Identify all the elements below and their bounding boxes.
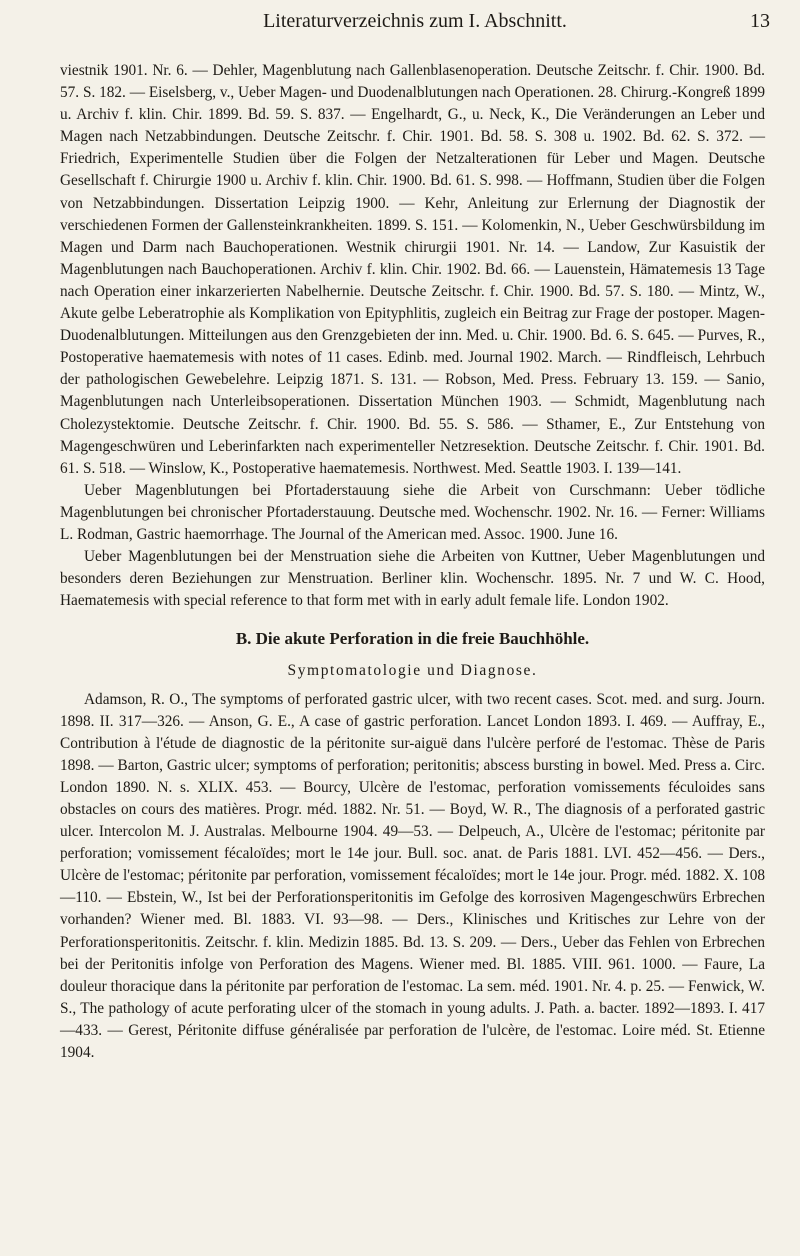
bibliography-paragraph: Ueber Magenblutungen bei der Menstruation siehe die Arbeiten von Kuttner, Ueber Magenblutungen und besonders deren Beziehungen zur Menstruation. Berliner klin. Wochenschr. 1895. Nr. 7 und W. C. Hood, Haematemesis with special reference to that form met with in early adult female life. London 1902. xyxy=(60,548,765,610)
section-heading: B. Die akute Perforation in die freie Bauchhöhle. xyxy=(235,629,590,649)
bibliography-paragraph: Adamson, R. O., The symptoms of perforated gastric ulcer, with two recent cases. Scot. med. and surg. Journ. 1898. II. 317—326. — Anson, G. E., A case of gastric perforation. Lancet London 1893. I. 469. — Auffray, E., Contribution à l'étude de diagnostic de la péritonite sur-aiguë dans l'ulcère perforé de l'estomac. Thèse de Paris 1898. — Barton, Gastric ulcer; symptoms of perforation; peritonitis; abscess bursting in bowel. Med. Press a. Circ. London 1890. N. s. XLIX. 453. — Bourcy, Ulcère de l'estomac, perforation vomissements féculoides sans obstacles on cours des matières. Progr. méd. 1882. Nr. 51. — Boyd, W. R., The diagnosis of a perforated gastric ulcer. Intercolon M. J. Australas. Melbourne 1904. 49—53. — Delpeuch, A., Ulcère de l'estomac; péritonite par perforation; vomissement fécaloïdes; mort le 14e jour. Bull. soc. anat. de Paris 1881. LVI. 452—456. — Ders., Ulcère de l'estomac; péritonite par perforation, vomissement fécaloïdes; mort le 14e jour. Progr. méd. 1882. X. 108—110. — Ebstein, W., Ist bei der Perforationsperitonitis im Gefolge des korrosiven Magengeschwürs Erbrechen vorhanden? Wiener med. Bl. 1883. VI. 93—98. — Ders., Klinisches und Kritisches zur Lehre von der Perforationsperitonitis. Zeitschr. f. klin. Medizin 1885. Bd. 13. S. 209. — Ders., Ueber das Fehlen von Erbrechen bei der Peritonitis infolge von Perforation des Magens. Wiener med. Bl. 1885. VIII. 961. 1000. — Faure, La douleur thoracique dans la péritonite par perforation de l'estomac. La sem. méd. 1901. Nr. 4. p. 25. — Fenwick, W. S., The pathology of acute perforating ulcer of the stomach in young adults. J. Path. a. bacter. 1892—1893. I. 417—433. — Gerest, Péritonite diffuse généralisée par perforation de l'ulcère, de l'estomac. Loire méd. St. Etienne 1904. xyxy=(60,690,765,1062)
running-head xyxy=(60,10,770,44)
bibliography-paragraph: Ueber Magenblutungen bei Pfortaderstauung siehe die Arbeit von Curschmann: Ueber tödliche Magenblutungen bei chronischer Pfortaderstauung. Deutsche med. Wochenschr. 1902. Nr. 16. — Ferner: Williams L. Rodman, Gastric haemorrhage. The Journal of the American med. Assoc. 1900. June 16. xyxy=(60,481,765,543)
page-number: 13 xyxy=(750,10,770,32)
bibliography-body xyxy=(60,60,765,1064)
bibliography-paragraph: viestnik 1901. Nr. 6. — Dehler, Magenblutung nach Gallenblasenoperation. Deutsche Zeitschr. f. Chir. 1900. Bd. 57. S. 182. — Eiselsberg, v., Ueber Magen- und Duodenalblutungen nach Operationen. 28. Chirurg.-Kongreß 1899 u. Archiv f. klin. Chir. 1899. Bd. 59. S. 837. — Engelhardt, G., u. Neck, K., Die Veränderungen an Leber und Magen nach Netzabbindungen. Deutsche Zeitschr. f. Chir. 1901. Bd. 58. S. 308 u. 1902. Bd. 62. S. 372. — Friedrich, Experimentelle Studien über die Folgen der Netzalterationen für Leber und Magen. Deutsche Gesellschaft f. Chirurgie 1900 u. Archiv f. klin. Chir. 1900. Bd. 61. S. 998. — Hoffmann, Studien über die Folgen von Netzabbindungen. Dissertation Leipzig 1900. — Kehr, Anleitung zur Erlernung der Diagnostik der verschiedenen Formen der Gallensteinkrankheiten. 1899. S. 151. — Kolomenkin, N., Ueber Geschwürsbildung im Magen und Darm nach Bauchoperationen. Westnik chirurgii 1901. Nr. 14. — Landow, Zur Kasuistik der Magenblutungen nach Bauchoperationen. Archiv f. klin. Chir. 1902. Bd. 66. — Lauenstein, Hämatemesis 13 Tage nach Operation einer inkarzerierten Nabelhernie. Deutsche Zeitschr. f. Chir. 1900. Bd. 57. S. 180. — Mintz, W., Akute gelbe Leberatrophie als Komplikation von Epityphlitis, zugleich ein Beitrag zur Frage der postoper. Magen-Duodenalblutungen. Mitteilungen aus den Grenzgebieten der inn. Med. u. Chir. 1900. Bd. 6. S. 645. — Purves, R., Postoperative haematemesis with notes of 11 cases. Edinb. med. Journal 1902. March. — Rindfleisch, Lehrbuch der pathologischen Gewebelehre. Leipzig 1871. S. 131. — Robson, Med. Press. February 13. 159. — Sanio, Magenblutungen nach Unterleibsoperationen. Dissertation München 1903. — Schmidt, Magenblutung nach Cholezystektomie. Deutsche Zeitschr. f. Chir. 1900. Bd. 55. S. 586. — Sthamer, E., Zur Entstehung von Magengeschwüren und Leberinfarkten nach experimenteller Netzresektion. Deutsche Zeitschr. f. Chir. 1901. Bd. 61. S. 518. — Winslow, K., Postoperative haematemesis. Northwest. Med. Seattle 1903. I. 139—141. xyxy=(60,62,765,477)
running-title: Literaturverzeichnis zum I. Abschnitt. xyxy=(263,10,567,32)
subsection-heading: Symptomatologie und Diagnose. xyxy=(287,662,538,680)
